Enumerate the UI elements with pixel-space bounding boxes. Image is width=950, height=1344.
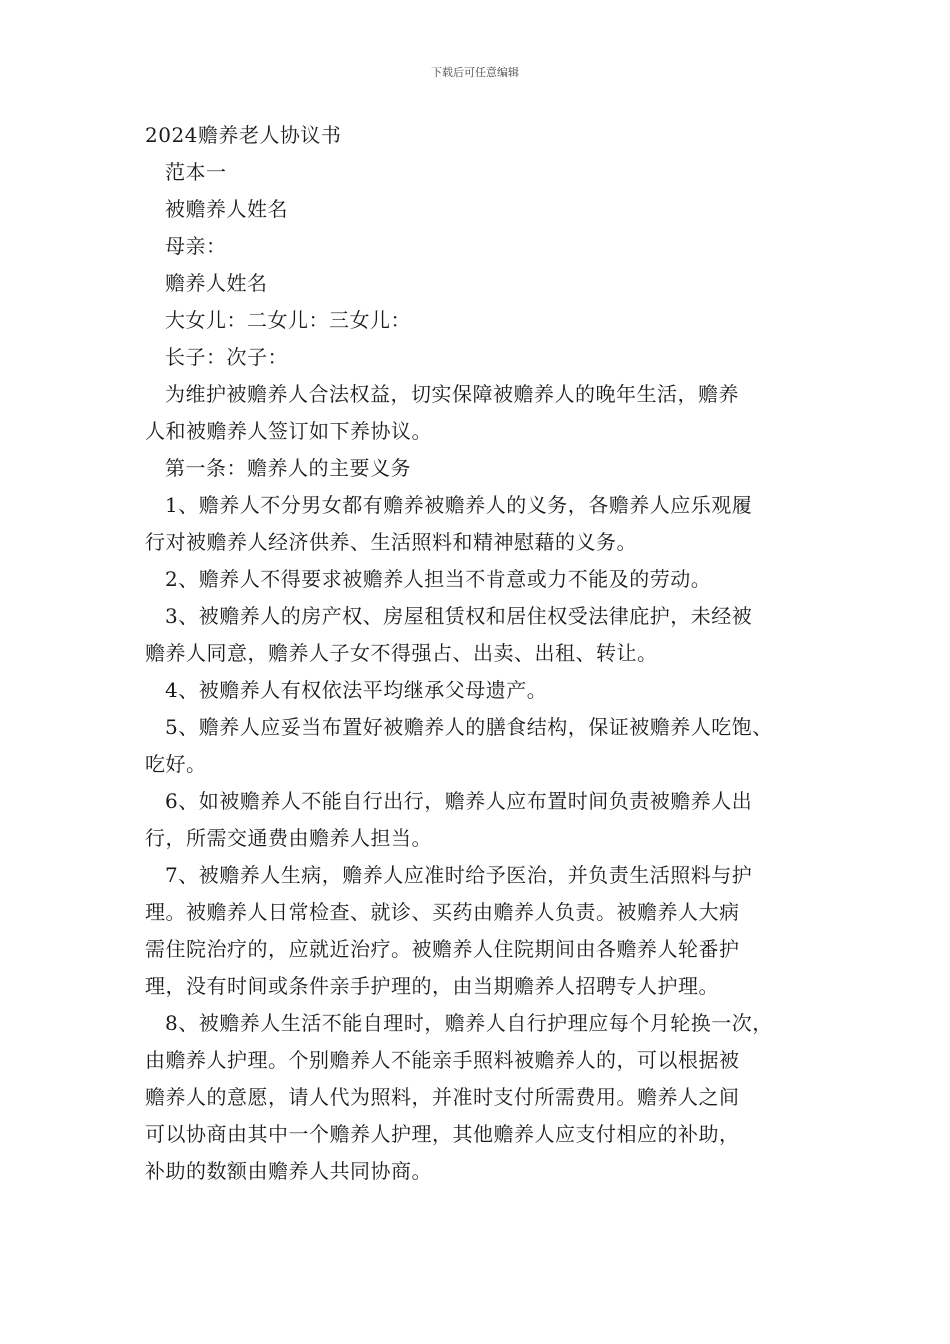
document-line: 为维护被赡养人合法权益，切实保障被赡养人的晚年生活，赡养 [165,382,739,406]
document-line: 大女儿：二女儿：三女儿： [165,308,411,332]
document-line: 由赡养人护理。个别赡养人不能亲手照料被赡养人的，可以根据被 [145,1048,740,1072]
document-line: 行对被赡养人经济供养、生活照料和精神慰藉的义务。 [145,530,637,554]
document-line: 7、被赡养人生病，赡养人应准时给予医治，并负责生活照料与护 [165,863,753,887]
document-line: 赡养人同意，赡养人子女不得强占、出卖、出租、转让。 [145,641,658,665]
document-line: 补助的数额由赡养人共同协商。 [145,1159,432,1183]
document-line: 3、被赡养人的房产权、房屋租赁权和居住权受法律庇护，未经被 [165,604,753,628]
document-line: 赡养人的意愿，请人代为照料，并准时支付所需费用。赡养人之间 [145,1085,740,1109]
document-lines [145,154,825,1190]
page-header-note: 下载后可任意编辑 [431,66,519,79]
document-line: 理。被赡养人日常检查、就诊、买药由赡养人负责。被赡养人大病 [145,900,740,924]
document-line: 需住院治疗的，应就近治疗。被赡养人住院期间由各赡养人轮番护 [145,937,740,961]
document-line: 第一条：赡养人的主要义务 [165,456,411,480]
document-line: 范本一 [165,160,227,184]
document-line: 可以协商由其中一个赡养人护理，其他赡养人应支付相应的补助， [145,1122,740,1146]
document-line: 吃好。 [145,752,207,776]
document-line: 赡养人姓名 [165,271,268,295]
document-body [145,117,825,1190]
document-line: 行，所需交通费由赡养人担当。 [145,826,432,850]
document-line: 2、赡养人不得要求被赡养人担当不肯意或力不能及的劳动。 [165,567,712,591]
document-line: 人和被赡养人签订如下养协议。 [145,419,432,443]
document-line: 1、赡养人不分男女都有赡养被赡养人的义务，各赡养人应乐观履 [165,493,753,517]
document-line: 理，没有时间或条件亲手护理的，由当期赡养人招聘专人护理。 [145,974,719,998]
document-line: 6、如被赡养人不能自行出行，赡养人应布置时间负责被赡养人出 [165,789,753,813]
document-line: 母亲： [165,234,227,258]
document-line: 5、赡养人应妥当布置好被赡养人的膳食结构，保证被赡养人吃饱、 [165,715,773,739]
document-line: 4、被赡养人有权依法平均继承父母遗产。 [165,678,548,702]
document-line: 长子：次子： [165,345,288,369]
document-line: 被赡养人姓名 [165,197,288,221]
document-line: 8、被赡养人生活不能自理时，赡养人自行护理应每个月轮换一次， [165,1011,773,1035]
document-title: 2024赡养老人协议书 [145,123,342,147]
